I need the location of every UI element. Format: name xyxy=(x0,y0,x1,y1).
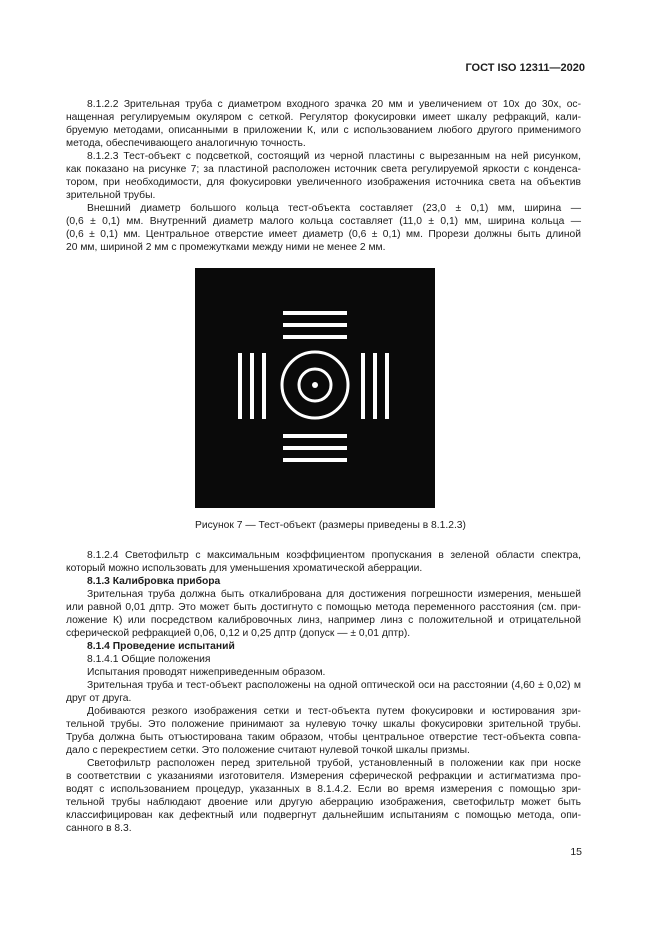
section-heading: 8.1.4 Проведение испытаний xyxy=(87,641,235,652)
paragraph-line: Зрительная труба и тест-объект расположены на одной оптической оси на расстоянии (4,60 ± 0,02) м xyxy=(87,680,581,691)
paragraph-line: водят с использованием процедур, указанных в 8.1.4.2. Если во время измерения с помощью зри- xyxy=(66,784,581,795)
slit xyxy=(385,353,389,419)
paragraph-line: нащенная регулируемым окуляром с сеткой. Регулятор фокусировки имеет шкалу рефракций, кали- xyxy=(66,112,581,123)
slit xyxy=(283,311,347,315)
paragraph-line: (0,6 ± 0,1) мм. Центральное отверстие имеет диаметр (0,6 ± 0,1) мм. Прорези должны быть длиной xyxy=(66,229,581,240)
page-number: 15 xyxy=(570,846,582,858)
slit xyxy=(283,446,347,450)
slit xyxy=(283,434,347,438)
slit xyxy=(283,323,347,327)
paragraph-line: Труба должна быть отъюстирована таким образом, чтобы центральное отверстие тест-объекта совпа- xyxy=(66,732,581,743)
slit xyxy=(361,353,365,419)
slit xyxy=(238,353,242,419)
document-header: ГОСТ ISO 12311—2020 xyxy=(465,62,585,74)
subsection-heading: 8.1.4.1 Общие положения xyxy=(87,654,211,665)
paragraph-line: классифицирован как дефектный или подвергнут дальнейшим испытаниям с помощью метода, опи- xyxy=(66,810,581,821)
slit xyxy=(283,335,347,339)
paragraph-line: зрительной трубы. xyxy=(66,190,156,201)
paragraph-line: как показано на рисунке 7; за пластиной расположен источник света регулируемой яркости с конденса- xyxy=(66,164,581,175)
paragraph-line: в соответствии с указаниями изготовителя. Измерения сферической рефракции и астигматизма про- xyxy=(66,771,581,782)
figure-caption: Рисунок 7 — Тест-объект (размеры приведены в 8.1.2.3) xyxy=(195,520,466,531)
paragraph-line: 8.1.2.2 Зрительная труба с диаметром входного зрачка 20 мм и увеличением от 10х до 30х, ос- xyxy=(87,99,581,110)
section-heading: 8.1.3 Калибровка прибора xyxy=(87,576,221,587)
paragraph-line: 8.1.2.3 Тест-объект с подсветкой, состоящий из черной пластины с вырезанным на ней рисунком, xyxy=(87,151,581,162)
center-hole xyxy=(312,382,318,388)
paragraph-line: дало с перекрестием сетки. Это положение считают нулевой точкой шкалы призмы. xyxy=(66,745,470,756)
paragraph-line: Внешний диаметр большого кольца тест-объекта составляет (23,0 ± 0,1) мм, ширина — xyxy=(87,203,581,214)
paragraph-line: тором, при необходимости, для фокусировки увеличенного изображения источника света на объектив xyxy=(66,177,581,188)
paragraph-line: санного в 8.3. xyxy=(66,823,132,834)
paragraph-line: 20 мм, шириной 2 мм с промежутками между ними не менее 2 мм. xyxy=(66,242,386,253)
test-object-figure xyxy=(195,268,435,508)
paragraph-line: Добиваются резкого изображения сетки и тест-объекта путем фокусировки и юстирования зри- xyxy=(87,706,581,717)
paragraph-line: друг от друга. xyxy=(66,693,132,704)
paragraph-line: сферической рефракцией 0,06, 0,12 и 0,25 дптр (допуск — ± 0,01 дптр). xyxy=(66,628,411,639)
slit xyxy=(373,353,377,419)
paragraph-line: ложение К) или посредством калибровочных линз, например линз с положительной и отрицательной xyxy=(66,615,581,626)
paragraph-line: (0,6 ± 0,1) мм. Внутренний диаметр малого кольца составляет (11,0 ± 0,1) мм, ширина кольца — xyxy=(66,216,581,227)
paragraph-line: или равной 0,01 дптр. Это может быть достигнуто с помощью метода переменного расстояния (см. при- xyxy=(66,602,581,613)
paragraph-line: Зрительная труба должна быть откалибрована для достижения погрешности измерения, меньшей xyxy=(87,589,581,600)
slit xyxy=(250,353,254,419)
paragraph-line: метода, обеспечивающего аналогичную точность. xyxy=(66,138,306,149)
slit xyxy=(283,458,347,462)
paragraph-line: 8.1.2.4 Светофильтр с максимальным коэффициентом пропускания в зеленой области спектра, xyxy=(87,550,581,561)
paragraph-line: который можно использовать для уменьшения хроматической аберрации. xyxy=(66,563,423,574)
slit xyxy=(262,353,266,419)
paragraph-line: тельной трубы наблюдают двоение или другую аберрацию изображения, светофильтр может быть xyxy=(66,797,581,808)
paragraph-line: бруемую методами, описанными в приложении К, или с использованием любого другого применимого xyxy=(66,125,581,136)
paragraph-line: Испытания проводят нижеприведенным образом. xyxy=(87,667,326,678)
paragraph-line: тельной трубы. Это положение принимают за нулевую точку шкалы фокусировки зрительной трубы. xyxy=(66,719,581,730)
paragraph-line: Светофильтр расположен перед зрительной трубой, установленный в положении как при носке xyxy=(87,758,581,769)
